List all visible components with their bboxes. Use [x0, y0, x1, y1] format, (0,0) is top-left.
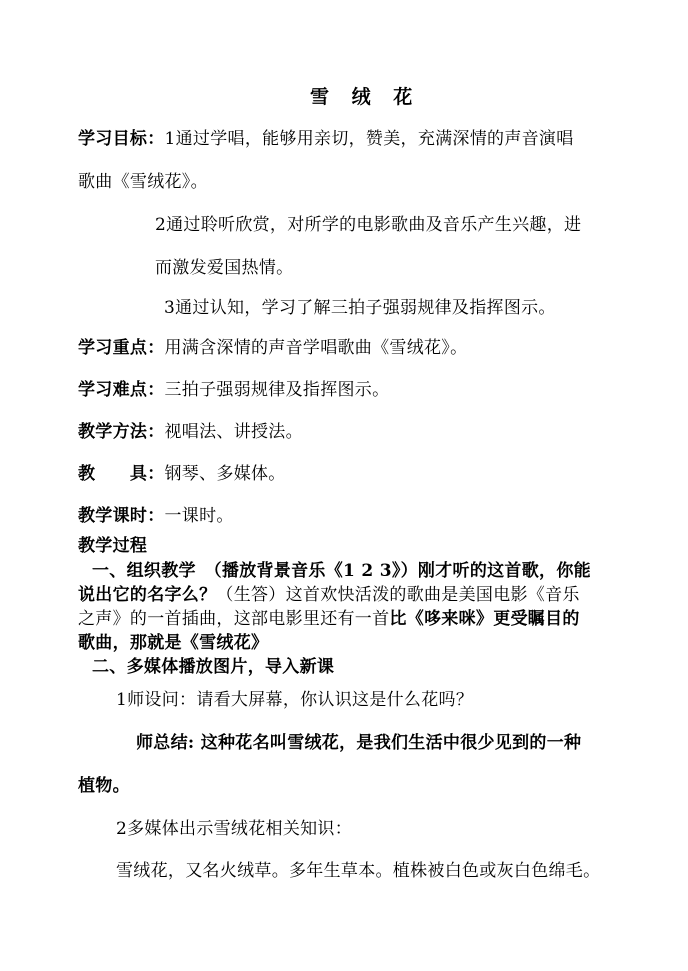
key-point-text: 用满含深情的声音学唱歌曲《雪绒花》。 — [164, 338, 468, 358]
difficulty-text: 三拍子强弱规律及指挥图示。 — [164, 380, 390, 400]
section1-line-4: 歌曲，那就是《雪绒花》 — [78, 633, 269, 653]
section1-line-2-a: 说出它的名字么？ — [78, 585, 217, 605]
question-2: 2多媒体出示雪绒花相关知识： — [116, 819, 353, 839]
key-point-label: 学习重点： — [78, 338, 165, 358]
page-title: 雪 绒 花 — [310, 86, 421, 108]
section1-line-1-a: 一、组织教学 （播放背景音乐《1 2 3》）刚才听的这首歌， — [92, 561, 557, 581]
section1-line-3-b: 比《哆来咪》更受瞩目的 — [389, 609, 580, 629]
method-text: 视唱法、讲授法。 — [164, 422, 303, 442]
hours-line — [78, 505, 234, 527]
process-heading: 教学过程 — [78, 536, 148, 556]
tools-text: 钢琴、多媒体。 — [164, 464, 286, 484]
hours-text: 一课时。 — [164, 506, 234, 526]
objectives-label: 学习目标： — [78, 129, 165, 149]
objective-2-text: 2通过聆听欣赏，对所学的电影歌曲及音乐产生兴趣，进 — [155, 215, 582, 235]
objective-1-continuation: 歌曲《雪绒花》。 — [78, 172, 208, 192]
hours-label: 教学课时： — [78, 506, 165, 526]
question-1: 1师设问：请看大屏幕，你认识这是什么花吗？ — [116, 690, 474, 710]
section1-line-3-a: 之声》的一首插曲，这部电影里还有一首 — [78, 609, 390, 629]
section2-heading: 二、多媒体播放图片，导入新课 — [92, 657, 335, 677]
section1-line-2-b: （生答）这首欢快活泼的歌曲是美国电影《音乐 — [216, 585, 580, 605]
objectives-line-1 — [78, 128, 574, 150]
difficulty-line — [78, 379, 389, 401]
teacher-summary-line-1: 师总结: 这种花名叫雪绒花，是我们生活中很少见到的一种 — [136, 733, 582, 753]
edelweiss-info: 雪绒花，又名火绒草。多年生草本。植株被白色或灰白色绵毛。 — [116, 861, 601, 881]
section1-line-2 — [78, 584, 580, 606]
objective-1-text: 1通过学唱，能够用亲切，赞美，充满深情的声音演唱 — [164, 129, 574, 149]
section1-line-1-b: 你能 — [556, 561, 591, 581]
method-label: 教学方法： — [78, 422, 165, 442]
key-point-line — [78, 337, 467, 359]
objective-2-continuation: 而激发爱国热情。 — [155, 258, 294, 278]
tools-line — [78, 463, 286, 485]
difficulty-label: 学习难点： — [78, 380, 165, 400]
section1-line-3 — [78, 608, 580, 630]
tools-label: 教 具： — [78, 464, 165, 484]
teacher-summary-line-2: 植物。 — [78, 776, 130, 796]
section1-line-1 — [92, 560, 591, 582]
objective-3-text: 3通过认知，学习了解三拍子强弱规律及指挥图示。 — [164, 298, 556, 318]
method-line — [78, 421, 303, 443]
